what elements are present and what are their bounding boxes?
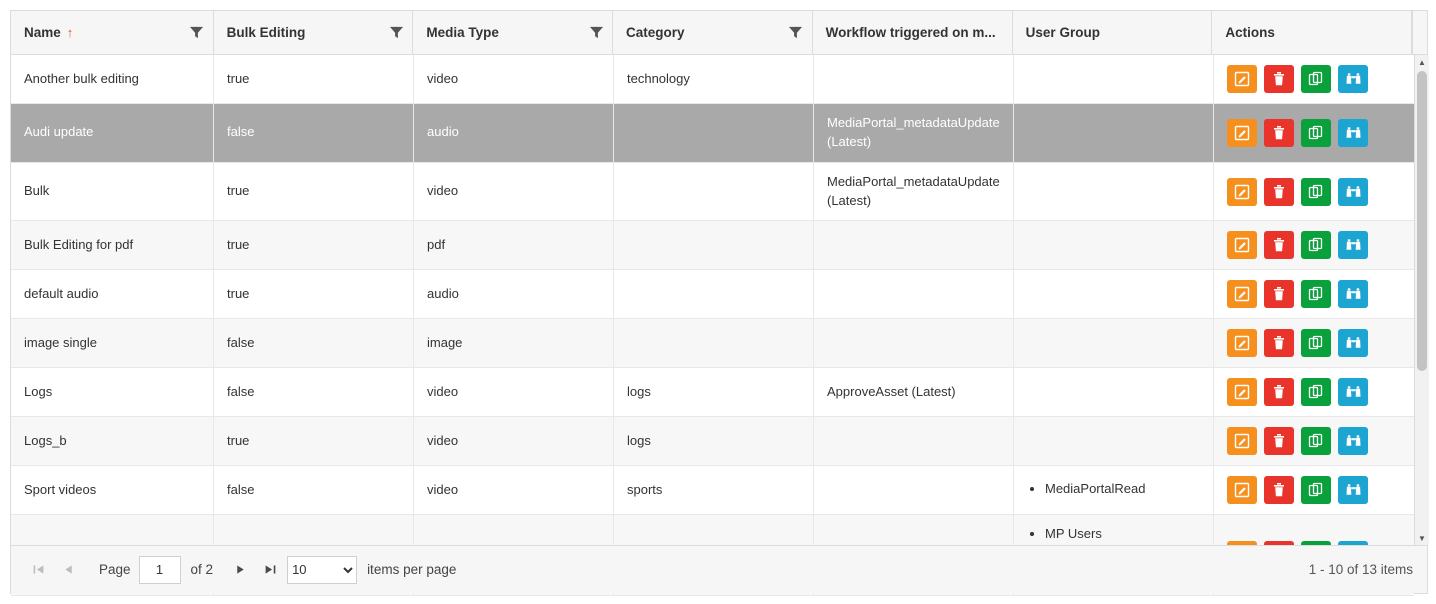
cell-name: Logs (11, 368, 214, 416)
edit-button[interactable] (1227, 65, 1257, 93)
cell-bulk-editing: true (214, 270, 414, 318)
cell-workflow: MediaPortal_metadataUpdate (Latest) (814, 104, 1014, 162)
cell-category (614, 163, 814, 221)
edit-button[interactable] (1227, 280, 1257, 308)
cell-name: Sport videos (11, 466, 214, 514)
trash-icon (1272, 184, 1286, 200)
cell-actions (1214, 270, 1414, 318)
pencil-square-icon (1234, 433, 1250, 449)
cell-workflow: MediaPortal_metadataUpdate (Latest) (814, 163, 1014, 221)
list-item: • MP Users (1045, 525, 1233, 544)
cell-bulk-editing: false (214, 368, 414, 416)
cell-category (614, 104, 814, 162)
cell-actions (1214, 466, 1414, 514)
filter-icon[interactable] (388, 25, 404, 41)
binoculars-icon (1345, 286, 1362, 302)
view-button[interactable] (1338, 378, 1368, 406)
binoculars-icon (1345, 71, 1362, 87)
pencil-square-icon (1234, 482, 1250, 498)
page-size-select[interactable] (287, 556, 357, 584)
trash-icon (1272, 433, 1286, 449)
scroll-down-icon[interactable]: ▼ (1418, 533, 1426, 543)
pencil-square-icon (1234, 184, 1250, 200)
copy-icon (1308, 335, 1324, 351)
pager-next-button[interactable] (227, 557, 253, 583)
binoculars-icon (1345, 335, 1362, 351)
pager-prev-button[interactable] (55, 557, 81, 583)
column-header-bulk-editing[interactable] (214, 11, 414, 54)
table-row[interactable] (11, 270, 1414, 319)
view-button[interactable] (1338, 280, 1368, 308)
cell-name: Logs_b (11, 417, 214, 465)
column-header-user-group-label: User Group (1025, 25, 1100, 40)
column-header-category-label: Category (626, 25, 685, 40)
table-row[interactable] (11, 221, 1414, 270)
column-header-user-group[interactable] (1013, 11, 1213, 54)
copy-button[interactable] (1301, 280, 1331, 308)
binoculars-icon (1345, 237, 1362, 253)
column-header-actions-label: Actions (1225, 25, 1275, 40)
scroll-up-icon[interactable]: ▲ (1418, 57, 1426, 67)
column-header-media-type-label: Media Type (426, 25, 499, 40)
cell-workflow (814, 417, 1014, 465)
cell-user-group (1014, 270, 1214, 318)
delete-button[interactable] (1264, 231, 1294, 259)
filter-icon[interactable] (788, 25, 804, 41)
item-range-label: 1 - 10 of 13 items (1308, 562, 1413, 577)
cell-media-type: video (414, 417, 614, 465)
copy-icon (1308, 433, 1324, 449)
column-header-workflow[interactable] (813, 11, 1013, 54)
cell-user-group (1014, 368, 1214, 416)
cell-name: Bulk (11, 163, 214, 221)
cell-bulk-editing: true (214, 163, 414, 221)
cell-user-group (1014, 55, 1214, 103)
column-header-name[interactable] (11, 11, 214, 54)
view-button[interactable] (1338, 65, 1368, 93)
cell-workflow (814, 221, 1014, 269)
trash-icon (1272, 125, 1286, 141)
filter-icon[interactable] (588, 25, 604, 41)
view-button[interactable] (1338, 476, 1368, 504)
cell-name: Audi update (11, 104, 214, 162)
pager-last-button[interactable] (257, 557, 283, 583)
cell-actions (1214, 368, 1414, 416)
cell-user-group (1014, 221, 1214, 269)
cell-user-group (1014, 319, 1214, 367)
cell-bulk-editing: true (214, 417, 414, 465)
copy-button[interactable] (1301, 119, 1331, 147)
pencil-square-icon (1234, 71, 1250, 87)
cell-media-type: video (414, 368, 614, 416)
cell-name: Bulk Editing for pdf (11, 221, 214, 269)
filter-icon[interactable] (189, 25, 205, 41)
pager (11, 545, 1427, 593)
edit-button[interactable] (1227, 476, 1257, 504)
cell-category: sports (614, 466, 814, 514)
cell-user-group (1014, 163, 1214, 221)
trash-icon (1272, 71, 1286, 87)
cell-media-type: video (414, 55, 614, 103)
copy-icon (1308, 482, 1324, 498)
cell-workflow (814, 55, 1014, 103)
cell-actions (1214, 163, 1414, 221)
cell-actions (1214, 55, 1414, 103)
pager-total-pages-label: of 2 (190, 562, 214, 577)
cell-bulk-editing: false (214, 104, 414, 162)
user-group-list (1027, 480, 1145, 500)
cell-media-type: audio (414, 270, 614, 318)
table-row[interactable] (11, 368, 1414, 417)
pencil-square-icon (1234, 384, 1250, 400)
cell-category (614, 221, 814, 269)
cell-media-type: image (414, 319, 614, 367)
delete-button[interactable] (1264, 119, 1294, 147)
copy-button[interactable] (1301, 231, 1331, 259)
cell-category: logs (614, 368, 814, 416)
table-row[interactable] (11, 417, 1414, 466)
copy-button[interactable] (1301, 427, 1331, 455)
table-row[interactable] (11, 104, 1414, 163)
copy-icon (1308, 125, 1324, 141)
cell-actions (1214, 417, 1414, 465)
view-button[interactable] (1338, 119, 1368, 147)
pencil-square-icon (1234, 286, 1250, 302)
edit-button[interactable] (1227, 329, 1257, 357)
cell-workflow (814, 319, 1014, 367)
cell-user-group (1014, 417, 1214, 465)
view-button[interactable] (1338, 427, 1368, 455)
trash-icon (1272, 335, 1286, 351)
scrollbar-thumb[interactable] (1417, 71, 1427, 371)
cell-media-type: video (414, 163, 614, 221)
cell-user-group (1014, 104, 1214, 162)
pencil-square-icon (1234, 335, 1250, 351)
cell-workflow (814, 270, 1014, 318)
trash-icon (1272, 482, 1286, 498)
cell-category (614, 270, 814, 318)
column-header-media-type[interactable] (413, 11, 613, 54)
binoculars-icon (1345, 184, 1362, 200)
cell-media-type: audio (414, 104, 614, 162)
sort-ascending-icon: ↑ (66, 25, 74, 40)
edit-button[interactable] (1227, 119, 1257, 147)
cell-category: logs (614, 417, 814, 465)
table-row[interactable] (11, 55, 1414, 104)
trash-icon (1272, 384, 1286, 400)
edit-button[interactable] (1227, 427, 1257, 455)
delete-button[interactable] (1264, 65, 1294, 93)
copy-button[interactable] (1301, 65, 1331, 93)
cell-bulk-editing: false (214, 319, 414, 367)
copy-icon (1308, 384, 1324, 400)
table-row[interactable] (11, 466, 1414, 515)
delete-button[interactable] (1264, 280, 1294, 308)
copy-icon (1308, 71, 1324, 87)
delete-button[interactable] (1264, 476, 1294, 504)
cell-name: image single (11, 319, 214, 367)
delete-button[interactable] (1264, 427, 1294, 455)
copy-icon (1308, 237, 1324, 253)
pencil-square-icon (1234, 237, 1250, 253)
binoculars-icon (1345, 433, 1362, 449)
column-header-bulk-editing-label: Bulk Editing (226, 25, 306, 40)
table-row[interactable] (11, 163, 1414, 222)
cell-name: Another bulk editing (11, 55, 214, 103)
binoculars-icon (1345, 384, 1362, 400)
cell-user-group (1014, 466, 1214, 514)
items-per-page-label: items per page (367, 562, 457, 577)
copy-icon (1308, 286, 1324, 302)
grid-header-row (11, 11, 1427, 55)
view-button[interactable] (1338, 178, 1368, 206)
edit-button[interactable] (1227, 231, 1257, 259)
cell-category: technology (614, 55, 814, 103)
cell-bulk-editing: true (214, 221, 414, 269)
view-button[interactable] (1338, 329, 1368, 357)
copy-button[interactable] (1301, 378, 1331, 406)
column-header-workflow-label: Workflow triggered on m... (825, 25, 996, 40)
edit-button[interactable] (1227, 378, 1257, 406)
delete-button[interactable] (1264, 178, 1294, 206)
copy-icon (1308, 184, 1324, 200)
grid-body-wrapper (11, 55, 1427, 545)
cell-media-type: pdf (414, 221, 614, 269)
binoculars-icon (1345, 482, 1362, 498)
cell-workflow (814, 466, 1014, 514)
trash-icon (1272, 237, 1286, 253)
cell-bulk-editing: true (214, 55, 414, 103)
vertical-scrollbar[interactable] (1414, 55, 1429, 545)
column-header-name-label: Name (24, 25, 61, 40)
delete-button[interactable] (1264, 378, 1294, 406)
list-item: • MediaPortalRead (1045, 480, 1145, 499)
pager-first-button[interactable] (25, 557, 51, 583)
cell-bulk-editing: false (214, 466, 414, 514)
cell-media-type: video (414, 466, 614, 514)
cell-actions (1214, 319, 1414, 367)
pager-page-input[interactable] (139, 556, 181, 584)
binoculars-icon (1345, 125, 1362, 141)
pencil-square-icon (1234, 125, 1250, 141)
cell-actions (1214, 104, 1414, 162)
cell-workflow: ApproveAsset (Latest) (814, 368, 1014, 416)
view-button[interactable] (1338, 231, 1368, 259)
cell-name: default audio (11, 270, 214, 318)
edit-button[interactable] (1227, 178, 1257, 206)
table-row[interactable] (11, 319, 1414, 368)
copy-button[interactable] (1301, 476, 1331, 504)
cell-actions (1214, 221, 1414, 269)
delete-button[interactable] (1264, 329, 1294, 357)
grid-body (11, 55, 1414, 545)
trash-icon (1272, 286, 1286, 302)
copy-button[interactable] (1301, 178, 1331, 206)
header-scrollbar-spacer (1412, 11, 1427, 54)
copy-button[interactable] (1301, 329, 1331, 357)
column-header-category[interactable] (613, 11, 813, 54)
cell-category (614, 319, 814, 367)
data-grid (10, 10, 1428, 594)
pager-page-label: Page (99, 562, 131, 577)
column-header-actions (1212, 11, 1412, 54)
